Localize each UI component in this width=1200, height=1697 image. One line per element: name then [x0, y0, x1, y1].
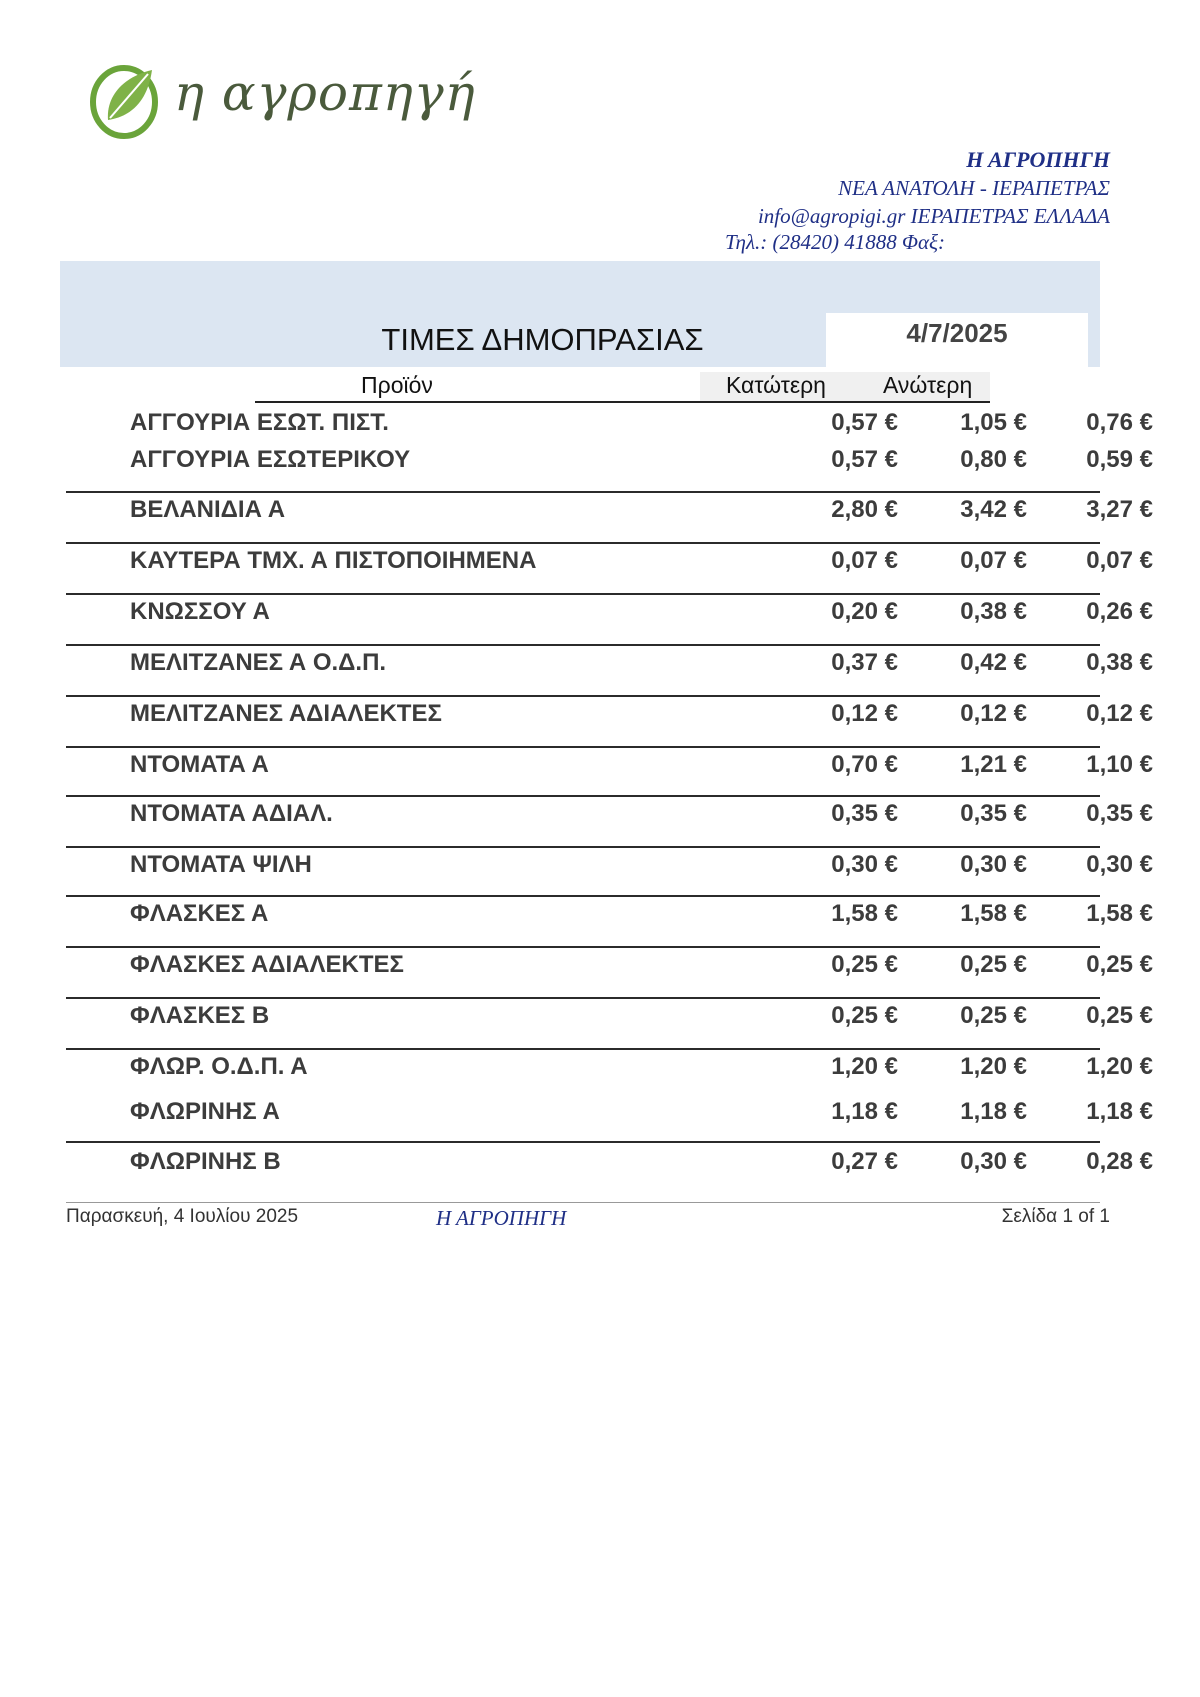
product-name: ΦΛΑΣΚΕΣ Β — [130, 1002, 270, 1029]
price-high: 3,42 € — [960, 496, 1027, 523]
price-high: 0,30 € — [960, 851, 1027, 878]
report-date: 4/7/2025 — [906, 318, 1008, 348]
table-row — [66, 1092, 1153, 1132]
price-high: 0,30 € — [960, 1148, 1027, 1175]
column-header-low: Κατώτερη — [726, 372, 826, 398]
footer-company: Η ΑΓΡΟΠΗΓΗ — [436, 1206, 567, 1230]
price-low: 1,58 € — [831, 900, 898, 927]
report-title: ΤΙΜΕΣ ΔΗΜΟΠΡΑΣΙΑΣ — [381, 322, 704, 357]
leaf-icon — [86, 54, 166, 146]
product-name: ΦΛΑΣΚΕΣ Α — [130, 900, 269, 927]
price-low: 0,57 € — [831, 446, 898, 473]
price-high: 0,38 € — [960, 598, 1027, 625]
company-info — [758, 146, 1110, 230]
price-high: 1,21 € — [960, 751, 1027, 778]
price-avg: 0,25 € — [1086, 1002, 1153, 1029]
price-avg: 0,12 € — [1086, 700, 1153, 727]
footer-divider — [66, 1202, 1100, 1203]
price-low: 0,57 € — [831, 409, 898, 436]
product-name: ΦΛΩΡΙΝΗΣ Β — [130, 1148, 281, 1175]
price-low: 1,20 € — [831, 1053, 898, 1080]
product-name: ΝΤΟΜΑΤΑ ΑΔΙΑΛ. — [130, 800, 333, 827]
product-name: ΚΑΥΤΕΡΑ ΤΜΧ. Α ΠΙΣΤΟΠΟΙΗΜΕΝΑ — [130, 547, 537, 574]
company-name: Η ΑΓΡΟΠΗΓΗ — [966, 147, 1110, 172]
price-low: 0,20 € — [831, 598, 898, 625]
column-header-product: Προϊόν — [361, 372, 433, 398]
company-address: ΝΕΑ ΑΝΑΤΟΛΗ - ΙΕΡΑΠΕΤΡΑΣ — [838, 176, 1110, 200]
price-avg: 0,38 € — [1086, 649, 1153, 676]
company-logo — [86, 54, 476, 146]
price-low: 0,37 € — [831, 649, 898, 676]
price-avg: 0,28 € — [1086, 1148, 1153, 1175]
price-high: 1,20 € — [960, 1053, 1027, 1080]
table-row — [66, 440, 1153, 480]
product-name: ΑΓΓΟΥΡΙΑ ΕΣΩΤ. ΠΙΣΤ. — [130, 409, 389, 436]
company-phone-line: Τηλ.: (28420) 41888 Φαξ: — [725, 230, 946, 254]
price-avg: 0,76 € — [1086, 409, 1153, 436]
price-high: 1,05 € — [960, 409, 1027, 436]
price-low: 2,80 € — [831, 496, 898, 523]
product-name: ΦΛΩΡ. Ο.Δ.Π. Α — [130, 1053, 308, 1080]
product-name: ΝΤΟΜΑΤΑ Α — [130, 751, 269, 778]
table-row — [66, 1047, 1153, 1087]
price-low: 0,25 € — [831, 951, 898, 978]
table-row — [66, 996, 1153, 1036]
column-header-high: Ανώτερη — [883, 372, 973, 398]
product-name: ΦΛΑΣΚΕΣ ΑΔΙΑΛΕΚΤΕΣ — [130, 951, 404, 978]
price-avg: 1,58 € — [1086, 900, 1153, 927]
table-row — [66, 694, 1153, 734]
footer-page-number: Σελίδα 1 of 1 — [1001, 1206, 1110, 1227]
price-low: 0,30 € — [831, 851, 898, 878]
price-avg: 0,35 € — [1086, 800, 1153, 827]
price-high: 0,12 € — [960, 700, 1027, 727]
product-name: ΜΕΛΙΤΖΑΝΕΣ Α Ο.Δ.Π. — [130, 649, 387, 676]
price-low: 0,35 € — [831, 800, 898, 827]
product-name: ΑΓΓΟΥΡΙΑ ΕΣΩΤΕΡΙΚΟΥ — [130, 446, 411, 473]
price-avg: 1,10 € — [1086, 751, 1153, 778]
price-avg: 0,59 € — [1086, 446, 1153, 473]
product-name: ΜΕΛΙΤΖΑΝΕΣ ΑΔΙΑΛΕΚΤΕΣ — [130, 700, 442, 727]
price-high: 0,80 € — [960, 446, 1027, 473]
price-avg: 0,30 € — [1086, 851, 1153, 878]
table-row — [66, 845, 1153, 885]
product-name: ΚΝΩΣΣΟΥ Α — [130, 598, 270, 625]
price-high: 0,42 € — [960, 649, 1027, 676]
price-low: 0,12 € — [831, 700, 898, 727]
product-name: ΦΛΩΡΙΝΗΣ Α — [130, 1098, 280, 1125]
logo-text: η αγροπηγή — [174, 64, 476, 122]
price-high: 0,25 € — [960, 951, 1027, 978]
table-row — [66, 945, 1153, 985]
price-avg: 0,25 € — [1086, 951, 1153, 978]
price-high: 1,18 € — [960, 1098, 1027, 1125]
price-avg: 0,07 € — [1086, 547, 1153, 574]
price-low: 1,18 € — [831, 1098, 898, 1125]
table-row — [66, 643, 1153, 683]
price-low: 0,27 € — [831, 1148, 898, 1175]
price-high: 0,35 € — [960, 800, 1027, 827]
footer-date: Παρασκευή, 4 Ιουλίου 2025 — [66, 1206, 299, 1227]
price-avg: 3,27 € — [1086, 496, 1153, 523]
table-row — [66, 745, 1153, 785]
table-row — [66, 794, 1153, 834]
table-row — [66, 592, 1153, 632]
product-name: ΝΤΟΜΑΤΑ ΨΙΛΗ — [130, 851, 312, 878]
table-row — [66, 1142, 1153, 1182]
product-name: ΒΕΛΑΝΙΔΙΑ Α — [130, 496, 286, 523]
price-low: 0,07 € — [831, 547, 898, 574]
table-row — [66, 403, 1153, 443]
table-row — [66, 490, 1153, 530]
company-email-line: info@agropigi.gr ΙΕΡΑΠΕΤΡΑΣ ΕΛΛΑΔΑ — [757, 204, 1110, 228]
price-high: 1,58 € — [960, 900, 1027, 927]
price-avg: 1,18 € — [1086, 1098, 1153, 1125]
price-low: 0,25 € — [831, 1002, 898, 1029]
table-row — [66, 894, 1153, 934]
price-avg: 1,20 € — [1086, 1053, 1153, 1080]
table-row — [66, 541, 1153, 581]
price-avg: 0,26 € — [1086, 598, 1153, 625]
price-low: 0,70 € — [831, 751, 898, 778]
price-high: 0,07 € — [960, 547, 1027, 574]
price-high: 0,25 € — [960, 1002, 1027, 1029]
